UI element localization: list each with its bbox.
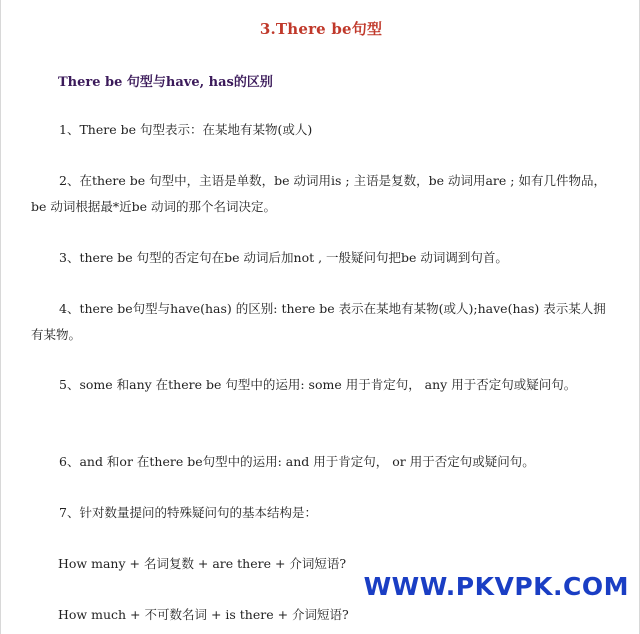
formula-how-many: How many + 名词复数 + are there + 介词短语? bbox=[58, 556, 347, 571]
formula-how-much: How much + 不可数名词 + is there + 介词短语? bbox=[58, 607, 349, 622]
paragraph-1: 1、There be 句型表示：在某地有某物(或人) bbox=[59, 122, 313, 137]
document-title: 3.There be句型 bbox=[259, 20, 383, 38]
paragraph-5: 5、some 和any 在there be 句型中的运用: some 用于肯定句， any 用于否定句或疑问句。 bbox=[59, 377, 577, 392]
paragraph-6: 6、and 和or 在there be句型中的运用: and 用于肯定句， or 用于否定句或疑问句。 bbox=[59, 454, 535, 469]
paragraph-7: 7、针对数量提问的特殊疑问句的基本结构是： bbox=[59, 505, 317, 520]
paragraph-3: 3、there be 句型的否定句在be 动词后加not , 一般疑问句把be 动词调到句首。 bbox=[59, 250, 508, 265]
paragraph-4: 4、there be句型与have(has) 的区别: there be 表示在某地有某物(或人);have(has) 表示某人拥有某物。 bbox=[31, 301, 606, 342]
paragraph-2: 2、在there be 句型中，主语是单数，be 动词用is ; 主语是复数，be 动词用are ; 如有几件物品，be 动词根据最*近be 动词的那个名词决定。 bbox=[31, 173, 606, 214]
watermark-logo: WWW.PKVPK.COM bbox=[363, 572, 629, 601]
section-subtitle: There be 句型与have, has的区别 bbox=[58, 75, 273, 90]
